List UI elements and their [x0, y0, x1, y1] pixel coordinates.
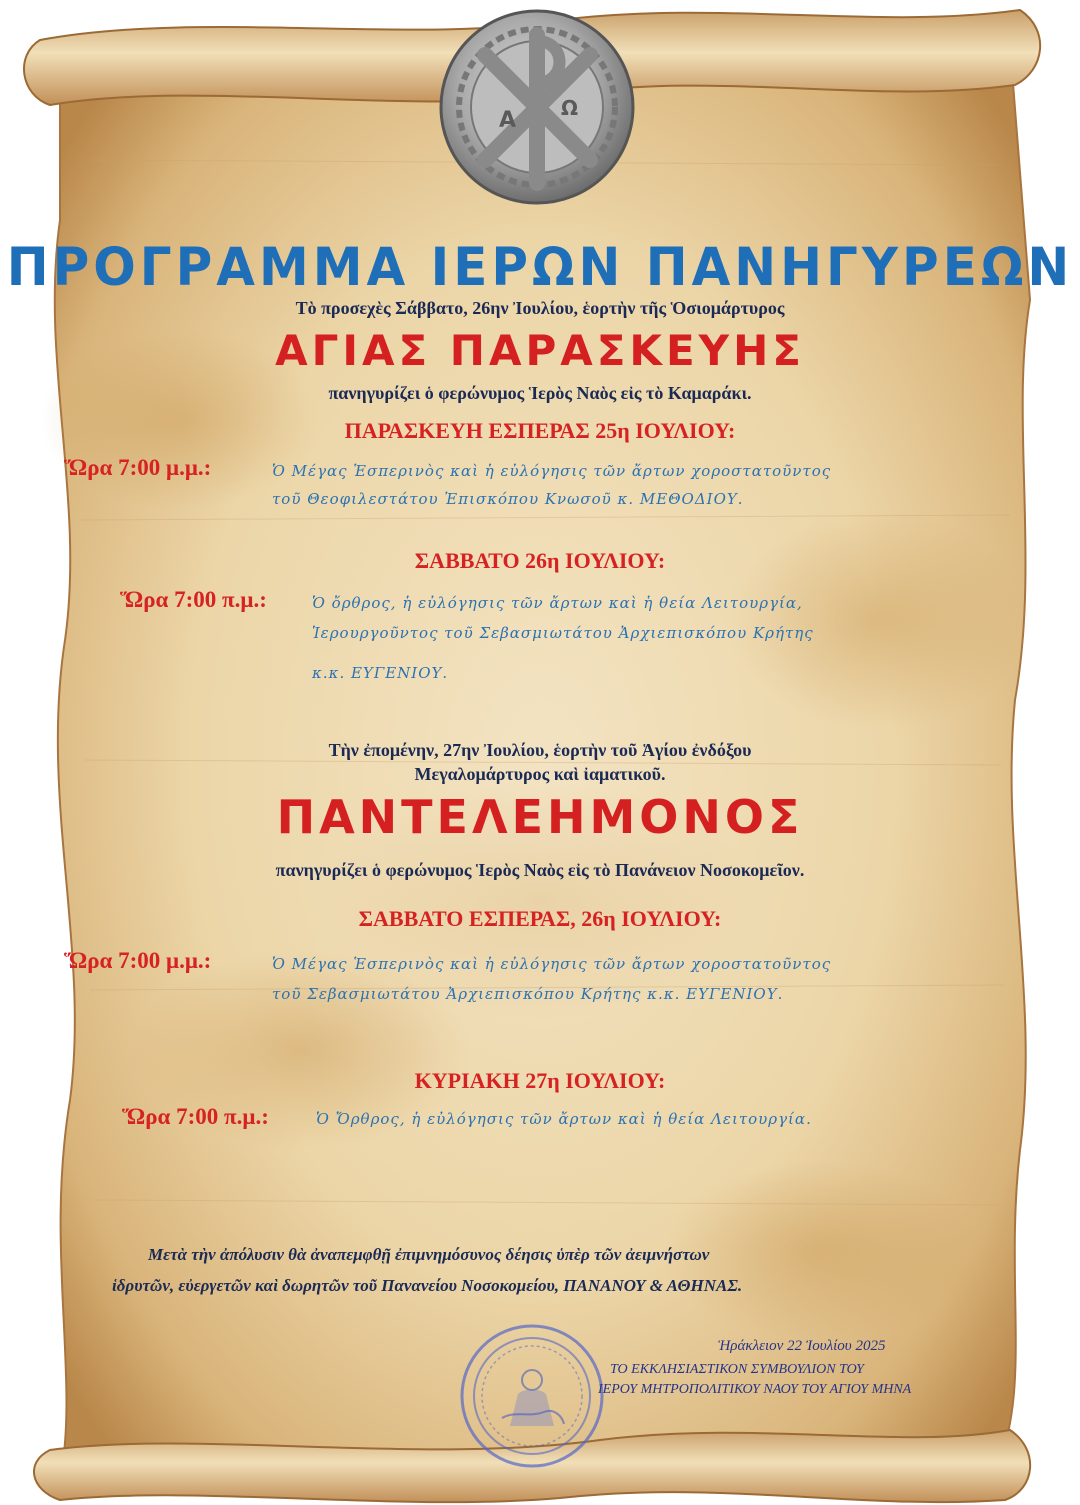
place-date: Ἡράκλειον 22 Ἰουλίου 2025: [718, 1338, 886, 1354]
section1-day2-heading: ΣΑΒΒΑΤΟ 26η ΙΟΥΛΙΟΥ:: [414, 548, 666, 573]
section2-day1-heading: ΣΑΒΒΑΤΟ ΕΣΠΕΡΑΣ, 26η ΙΟΥΛΙΟΥ:: [358, 906, 722, 931]
alpha-letter: Α: [499, 108, 517, 133]
section1-intro: Τὸ προσεχὲς Σάββατο, 26ην Ἰουλίου, ἑορτὴν τῆς Ὁσιομάρτυρος: [295, 298, 785, 318]
signature-line1: ΤΟ ΕΚΚΛΗΣΙΑΣΤΙΚΟΝ ΣΥΜΒΟΥΛΙΟΝ ΤΟΥ: [610, 1362, 864, 1377]
section1-day2-time: Ὥρα 7:00 π.μ.:: [120, 587, 267, 612]
section2-church: πανηγυρίζει ὁ φερώνυμος Ἱερὸς Ναὸς εἰς τὸ Πανάνειον Νοσοκομεῖον.: [275, 860, 805, 880]
section1-day1-line2: τοῦ Θεοφιλεστάτου Ἐπισκόπου Κνωσοῦ κ. ΜΕΘΟΔΙΟΥ.: [272, 490, 744, 508]
section1-day1-heading: ΠΑΡΑΣΚΕΥΗ ΕΣΠΕΡΑΣ 25η ΙΟΥΛΙΟΥ:: [344, 418, 736, 443]
section2-day1-line2: τοῦ Σεβασμιωτάτου Ἀρχιεπισκόπου Κρήτης κ.κ. ΕΥΓΕΝΙΟΥ.: [272, 985, 784, 1003]
chi-rho-emblem-icon: [435, 5, 640, 210]
signature-line2: ΙΕΡΟΥ ΜΗΤΡΟΠΟΛΙΤΙΚΟΥ ΝΑΟΥ ΤΟΥ ΑΓΙΟΥ ΜΗΝΑ: [598, 1382, 912, 1397]
memorial-line2: ἱδρυτῶν, εὐεργετῶν καὶ δωρητῶν τοῦ Πανανείου Νοσοκομείου, ΠΑΝΑΝΟΥ & ΑΘΗΝΑΣ.: [112, 1276, 743, 1295]
section1-day2-line2: Ἱερουργοῦντος τοῦ Σεβασμιωτάτου Ἀρχιεπισκόπου Κρήτης: [312, 624, 814, 642]
section1-day1-time: Ὥρα 7:00 μ.μ.:: [64, 455, 212, 480]
section2-intro-line1: Τὴν ἐπομένην, 27ην Ἰουλίου, ἑορτὴν τοῦ Ἁγίου ἐνδόξου: [328, 740, 752, 760]
section2-day2-time: Ὥρα 7:00 π.μ.:: [122, 1104, 269, 1129]
section1-saint-name: ΑΓΙΑΣ ΠΑΡΑΣΚΕΥΗΣ: [275, 326, 805, 375]
section2-day2-line1: Ὁ Ὄρθρος, ἡ εὐλόγησις τῶν ἄρτων καὶ ἡ θεία Λειτουργία.: [316, 1110, 812, 1128]
church-seal-stamp-icon: [458, 1322, 606, 1470]
section1-day2-line3: κ.κ. ΕΥΓΕΝΙΟΥ.: [312, 664, 449, 682]
omega-letter: Ω: [561, 96, 579, 120]
section2-saint-name: ΠΑΝΤΕΛΕΗΜΟΝΟΣ: [276, 790, 804, 844]
section1-church: πανηγυρίζει ὁ φερώνυμος Ἱερὸς Ναὸς εἰς τὸ Καμαράκι.: [328, 383, 752, 403]
section2-day2-heading: ΚΥΡΙΑΚΗ 27η ΙΟΥΛΙΟΥ:: [414, 1068, 666, 1093]
page-title: ΠΡΟΓΡΑΜΜΑ ΙΕΡΩΝ ΠΑΝΗΓΥΡΕΩΝ: [6, 236, 1074, 298]
section2-day1-line1: Ὁ Μέγας Ἑσπερινὸς καὶ ἡ εὐλόγησις τῶν ἄρτων χοροστατοῦντος: [272, 955, 832, 973]
memorial-line1: Μετὰ τὴν ἀπόλυσιν θὰ ἀναπεμφθῇ ἐπιμνημόσυνος δέησις ὑπὲρ τῶν ἀειμνήστων: [148, 1245, 710, 1264]
section1-day1-line1: Ὁ Μέγας Ἑσπερινὸς καὶ ἡ εὐλόγησις τῶν ἄρτων χοροστατοῦντος: [272, 462, 832, 480]
section2-day1-time: Ὥρα 7:00 μ.μ.:: [64, 948, 212, 973]
section2-intro-line2: Μεγαλομάρτυρος καὶ ἰαματικοῦ.: [414, 764, 666, 784]
section1-day2-line1: Ὁ ὄρθρος, ἡ εὐλόγησις τῶν ἄρτων καὶ ἡ θεία Λειτουργία,: [312, 594, 803, 612]
